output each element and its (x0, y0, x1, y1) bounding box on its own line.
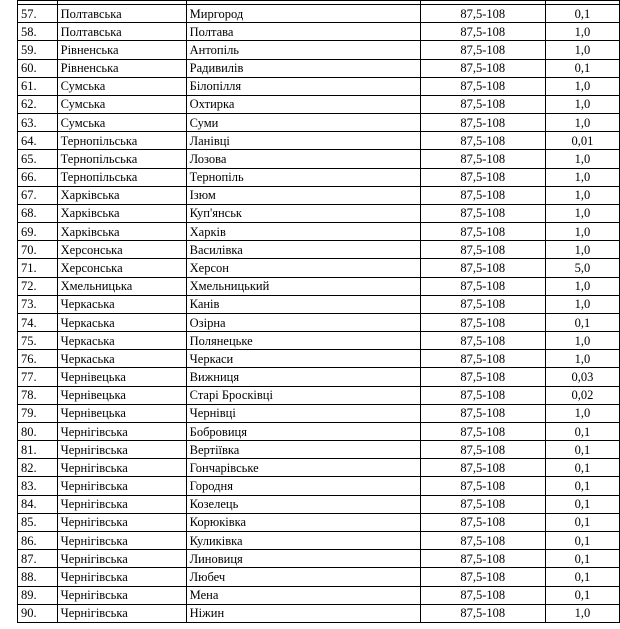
region-cell: Чернігівська (57, 586, 186, 604)
row-number-cell: 63. (18, 114, 58, 132)
power-cell: 1,0 (545, 204, 619, 222)
region-cell: Чернігівська (57, 422, 186, 440)
table-row (18, 531, 620, 549)
city-cell: Радивилів (186, 59, 420, 77)
frequency-cell: 87,5-108 (420, 295, 545, 313)
city-cell: Полтава (186, 23, 420, 41)
table-row (18, 550, 620, 568)
frequency-cell: 87,5-108 (420, 604, 545, 622)
table-row (18, 368, 620, 386)
row-number-cell: 84. (18, 495, 58, 513)
region-cell: Полтавська (57, 23, 186, 41)
frequency-cell: 87,5-108 (420, 332, 545, 350)
region-cell: Чернівецька (57, 368, 186, 386)
table-row (18, 495, 620, 513)
frequency-cell: 87,5-108 (420, 350, 545, 368)
power-cell: 1,0 (545, 114, 619, 132)
frequency-cell: 87,5-108 (420, 422, 545, 440)
power-cell: 0,1 (545, 531, 619, 549)
power-cell: 1,0 (545, 241, 619, 259)
row-number-cell: 76. (18, 350, 58, 368)
frequency-cell: 87,5-108 (420, 95, 545, 113)
region-cell: Тернопільська (57, 132, 186, 150)
table-row (18, 223, 620, 241)
table-row (18, 313, 620, 331)
frequency-cell: 87,5-108 (420, 477, 545, 495)
region-cell: Чернігівська (57, 495, 186, 513)
row-number-cell: 58. (18, 23, 58, 41)
region-cell: Чернівецька (57, 386, 186, 404)
row-number-cell: 65. (18, 150, 58, 168)
power-cell: 1,0 (545, 223, 619, 241)
power-cell: 0,1 (545, 59, 619, 77)
table-row (18, 259, 620, 277)
table-row (18, 5, 620, 23)
row-number-cell: 89. (18, 586, 58, 604)
row-number-cell: 77. (18, 368, 58, 386)
region-cell: Херсонська (57, 259, 186, 277)
city-cell: Линовиця (186, 550, 420, 568)
row-number-cell: 83. (18, 477, 58, 495)
frequency-cell: 87,5-108 (420, 114, 545, 132)
region-cell: Тернопільська (57, 168, 186, 186)
region-cell: Рівненська (57, 59, 186, 77)
frequency-cell: 87,5-108 (420, 204, 545, 222)
row-number-cell: 81. (18, 441, 58, 459)
region-cell: Черкаська (57, 313, 186, 331)
region-cell: Харківська (57, 223, 186, 241)
region-cell: Полтавська (57, 5, 186, 23)
region-cell: Черкаська (57, 332, 186, 350)
frequency-cell: 87,5-108 (420, 5, 545, 23)
city-cell: Охтирка (186, 95, 420, 113)
power-cell: 1,0 (545, 404, 619, 422)
region-cell: Чернігівська (57, 477, 186, 495)
power-cell: 1,0 (545, 77, 619, 95)
city-cell: Любеч (186, 568, 420, 586)
city-cell: Лозова (186, 150, 420, 168)
city-cell: Мена (186, 586, 420, 604)
power-cell: 0,03 (545, 368, 619, 386)
city-cell: Миргород (186, 5, 420, 23)
power-cell: 0,1 (545, 477, 619, 495)
row-number-cell: 74. (18, 313, 58, 331)
stations-table-body (18, 1, 620, 623)
row-number-cell: 71. (18, 259, 58, 277)
table-row (18, 513, 620, 531)
region-cell: Чернігівська (57, 459, 186, 477)
row-number-cell: 57. (18, 5, 58, 23)
table-row (18, 77, 620, 95)
power-cell: 0,1 (545, 441, 619, 459)
city-cell: Куликівка (186, 531, 420, 549)
frequency-cell: 87,5-108 (420, 495, 545, 513)
region-cell: Рівненська (57, 41, 186, 59)
city-cell: Херсон (186, 259, 420, 277)
table-row (18, 604, 620, 622)
power-cell: 1,0 (545, 41, 619, 59)
city-cell: Суми (186, 114, 420, 132)
power-cell: 1,0 (545, 23, 619, 41)
frequency-cell: 87,5-108 (420, 223, 545, 241)
row-number-cell: 73. (18, 295, 58, 313)
city-cell: Старі Бросківці (186, 386, 420, 404)
table-row (18, 459, 620, 477)
frequency-cell: 87,5-108 (420, 513, 545, 531)
power-cell: 0,1 (545, 568, 619, 586)
table-row (18, 168, 620, 186)
frequency-cell: 87,5-108 (420, 241, 545, 259)
power-cell: 0,1 (545, 586, 619, 604)
frequency-cell: 87,5-108 (420, 568, 545, 586)
frequency-cell: 87,5-108 (420, 313, 545, 331)
city-cell: Вижниця (186, 368, 420, 386)
region-cell: Чернігівська (57, 513, 186, 531)
city-cell: Корюківка (186, 513, 420, 531)
power-cell: 0,1 (545, 513, 619, 531)
city-cell: Куп'янськ (186, 204, 420, 222)
power-cell: 0,01 (545, 132, 619, 150)
table-row (18, 132, 620, 150)
city-cell: Василівка (186, 241, 420, 259)
row-number-cell: 72. (18, 277, 58, 295)
table-row (18, 404, 620, 422)
row-number-cell: 88. (18, 568, 58, 586)
city-cell: Черкаси (186, 350, 420, 368)
frequency-cell: 87,5-108 (420, 386, 545, 404)
frequency-cell: 87,5-108 (420, 132, 545, 150)
frequency-cell: 87,5-108 (420, 259, 545, 277)
power-cell: 0,1 (545, 313, 619, 331)
region-cell: Чернівецька (57, 404, 186, 422)
frequency-cell: 87,5-108 (420, 459, 545, 477)
row-number-cell: 60. (18, 59, 58, 77)
region-cell: Харківська (57, 204, 186, 222)
region-cell: Сумська (57, 77, 186, 95)
region-cell: Черкаська (57, 350, 186, 368)
frequency-cell: 87,5-108 (420, 277, 545, 295)
row-number-cell: 67. (18, 186, 58, 204)
city-cell: Вертіївка (186, 441, 420, 459)
table-row (18, 277, 620, 295)
frequency-cell: 87,5-108 (420, 531, 545, 549)
row-number-cell: 79. (18, 404, 58, 422)
row-number-cell: 75. (18, 332, 58, 350)
city-cell: Канів (186, 295, 420, 313)
city-cell: Чернівці (186, 404, 420, 422)
row-number-cell: 78. (18, 386, 58, 404)
city-cell: Полянецьке (186, 332, 420, 350)
row-number-cell: 59. (18, 41, 58, 59)
table-row (18, 41, 620, 59)
table-row (18, 186, 620, 204)
table-row (18, 422, 620, 440)
city-cell: Тернопіль (186, 168, 420, 186)
row-number-cell: 64. (18, 132, 58, 150)
city-cell: Білопілля (186, 77, 420, 95)
row-number-cell: 66. (18, 168, 58, 186)
frequency-cell: 87,5-108 (420, 41, 545, 59)
region-cell: Тернопільська (57, 150, 186, 168)
power-cell: 1,0 (545, 604, 619, 622)
city-cell: Ізюм (186, 186, 420, 204)
city-cell: Озірна (186, 313, 420, 331)
power-cell: 0,1 (545, 459, 619, 477)
power-cell: 0,1 (545, 5, 619, 23)
row-number-cell: 62. (18, 95, 58, 113)
power-cell: 1,0 (545, 295, 619, 313)
region-cell: Херсонська (57, 241, 186, 259)
frequency-cell: 87,5-108 (420, 441, 545, 459)
frequency-cell: 87,5-108 (420, 550, 545, 568)
city-cell: Козелець (186, 495, 420, 513)
city-cell: Гончарівське (186, 459, 420, 477)
table-row (18, 441, 620, 459)
city-cell: Хмельницький (186, 277, 420, 295)
region-cell: Сумська (57, 95, 186, 113)
frequency-cell: 87,5-108 (420, 186, 545, 204)
power-cell: 1,0 (545, 186, 619, 204)
city-cell: Ніжин (186, 604, 420, 622)
region-cell: Черкаська (57, 295, 186, 313)
row-number-cell: 85. (18, 513, 58, 531)
power-cell: 1,0 (545, 350, 619, 368)
table-row (18, 295, 620, 313)
table-row (18, 332, 620, 350)
city-cell: Городня (186, 477, 420, 495)
stations-table (17, 0, 620, 623)
power-cell: 1,0 (545, 95, 619, 113)
row-number-cell: 70. (18, 241, 58, 259)
region-cell: Харківська (57, 186, 186, 204)
table-row (18, 150, 620, 168)
table-row (18, 350, 620, 368)
table-row (18, 586, 620, 604)
power-cell: 0,1 (545, 422, 619, 440)
row-number-cell: 68. (18, 204, 58, 222)
region-cell: Чернігівська (57, 531, 186, 549)
frequency-cell: 87,5-108 (420, 586, 545, 604)
region-cell: Чернігівська (57, 568, 186, 586)
power-cell: 0,02 (545, 386, 619, 404)
city-cell: Бобровиця (186, 422, 420, 440)
row-number-cell: 69. (18, 223, 58, 241)
frequency-cell: 87,5-108 (420, 168, 545, 186)
region-cell: Чернігівська (57, 550, 186, 568)
table-row (18, 477, 620, 495)
region-cell: Чернігівська (57, 604, 186, 622)
region-cell: Хмельницька (57, 277, 186, 295)
frequency-cell: 87,5-108 (420, 23, 545, 41)
row-number-cell: 80. (18, 422, 58, 440)
power-cell: 1,0 (545, 150, 619, 168)
frequency-cell: 87,5-108 (420, 404, 545, 422)
table-row (18, 59, 620, 77)
row-number-cell: 86. (18, 531, 58, 549)
power-cell: 5,0 (545, 259, 619, 277)
table-row (18, 204, 620, 222)
power-cell: 1,0 (545, 332, 619, 350)
table-row (18, 386, 620, 404)
power-cell: 0,1 (545, 550, 619, 568)
table-row (18, 95, 620, 113)
frequency-cell: 87,5-108 (420, 368, 545, 386)
frequency-cell: 87,5-108 (420, 150, 545, 168)
region-cell: Чернігівська (57, 441, 186, 459)
table-row (18, 114, 620, 132)
frequency-cell: 87,5-108 (420, 77, 545, 95)
frequency-cell: 87,5-108 (420, 59, 545, 77)
city-cell: Харків (186, 223, 420, 241)
city-cell: Ланівці (186, 132, 420, 150)
row-number-cell: 82. (18, 459, 58, 477)
row-number-cell: 90. (18, 604, 58, 622)
row-number-cell: 61. (18, 77, 58, 95)
row-number-cell: 87. (18, 550, 58, 568)
table-row (18, 241, 620, 259)
region-cell: Сумська (57, 114, 186, 132)
power-cell: 1,0 (545, 168, 619, 186)
table-row (18, 23, 620, 41)
power-cell: 0,1 (545, 495, 619, 513)
table-row (18, 568, 620, 586)
city-cell: Антопіль (186, 41, 420, 59)
power-cell: 1,0 (545, 277, 619, 295)
